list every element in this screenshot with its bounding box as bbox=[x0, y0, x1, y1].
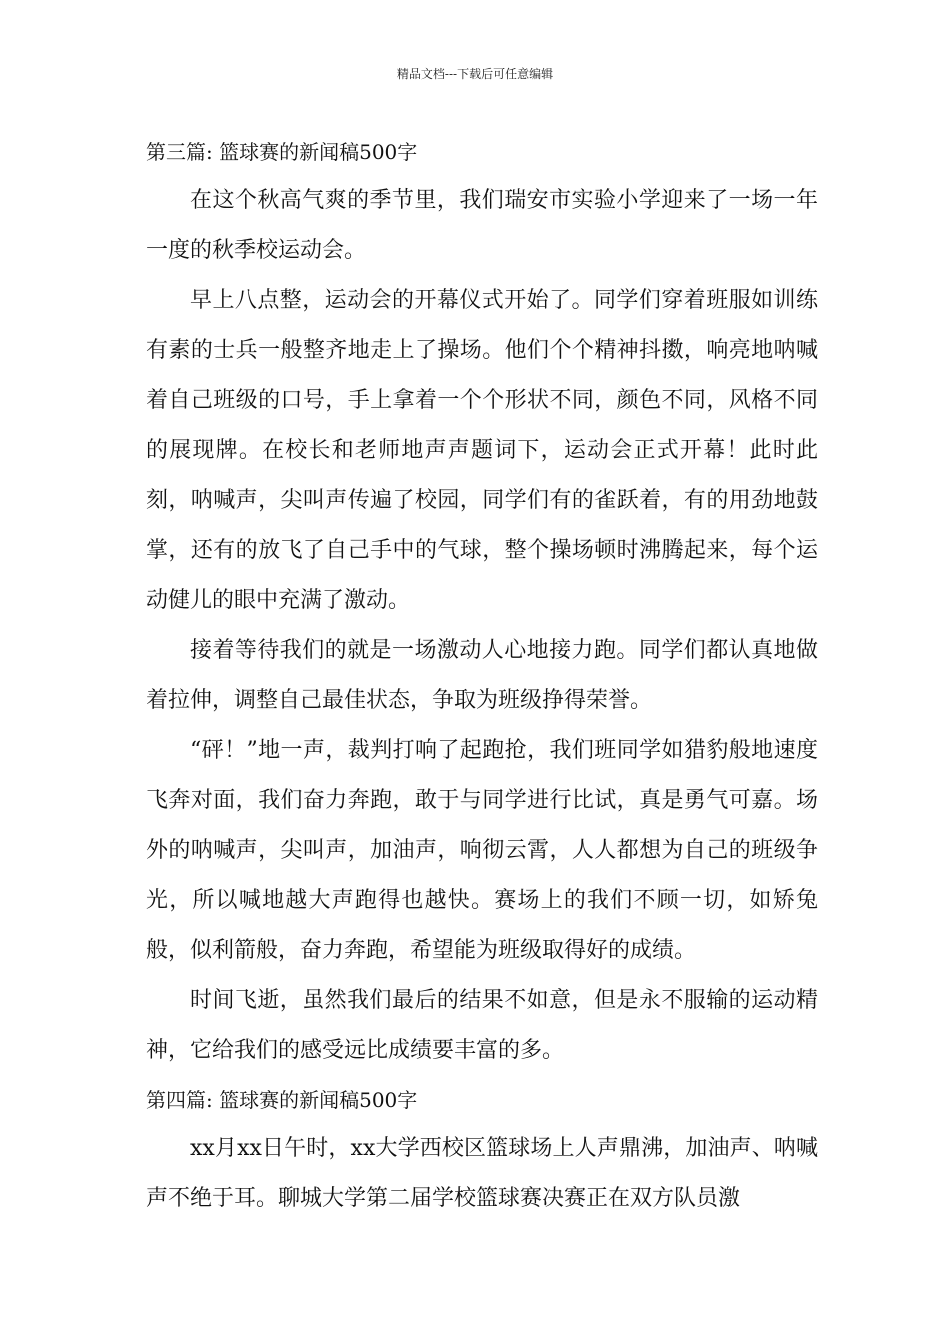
paragraph: 早上八点整，运动会的开幕仪式开始了。同学们穿着班服如训练有素的士兵一般整齐地走上了操场。他们个个精神抖擞，响亮地呐喊着自己班级的口号，手上拿着一个个形状不同，颜色不同，风格不同的展现牌。在校长和老师地声声题词下，运动会正式开幕！此时此刻，呐喊声，尖叫声传遍了校园，同学们有的雀跃着，有的用劲地鼓掌，还有的放飞了自己手中的气球，整个操场顿时沸腾起来，每个运动健儿的眼中充满了激动。 bbox=[146, 288, 818, 613]
paragraph: 接着等待我们的就是一场激动人心地接力跑。同学们都认真地做着拉伸，调整自己最佳状态，争取为班级挣得荣誉。 bbox=[146, 638, 818, 713]
section-heading-3: 第三篇: 篮球赛的新闻稿500字 bbox=[146, 140, 418, 164]
paragraph: “砰！”地一声，裁判打响了起跑抢，我们班同学如猎豹般地速度飞奔对面，我们奋力奔跑，敢于与同学进行比试，真是勇气可嘉。场外的呐喊声，尖叫声，加油声，响彻云霄，人人都想为自己的班级争光，所以喊地越大声跑得也越快。赛场上的我们不顾一切，如矫兔般，似利箭般，奋力奔跑，希望能为班级取得好的成绩。 bbox=[146, 738, 818, 963]
page-header: 精品文档---下载后可任意编辑 bbox=[396, 67, 554, 81]
document-body bbox=[146, 128, 818, 1224]
paragraph: 时间飞逝，虽然我们最后的结果不如意，但是永不服输的运动精神，它给我们的感受远比成绩要丰富的多。 bbox=[146, 988, 818, 1063]
paragraph: 在这个秋高气爽的季节里，我们瑞安市实验小学迎来了一场一年一度的秋季校运动会。 bbox=[146, 188, 818, 263]
section-heading-4: 第四篇: 篮球赛的新闻稿500字 bbox=[146, 1088, 418, 1112]
paragraph: xx月xx日午时，xx大学西校区篮球场上人声鼎沸，加油声、呐喊声不绝于耳。聊城大学第二届学校篮球赛决赛正在双方队员激 bbox=[146, 1136, 818, 1211]
